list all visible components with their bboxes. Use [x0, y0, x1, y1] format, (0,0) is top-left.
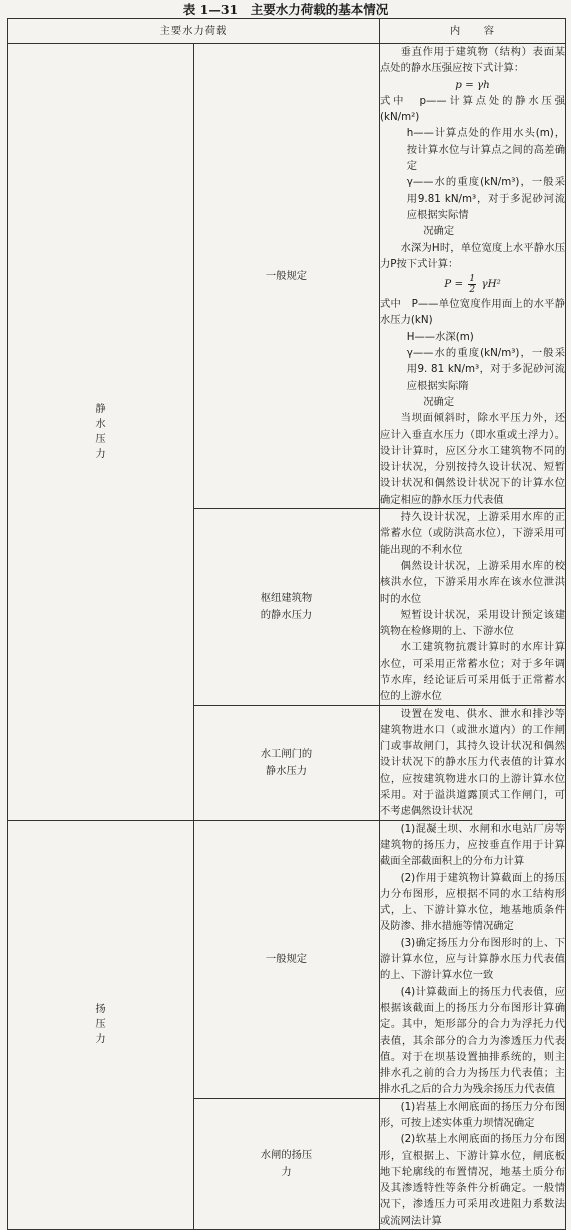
paragraph-text: (2)软基上水闸底面的扬压力分布图形，宜根据上、下游计算水位，闸底板地下轮廓线的布置情况，地基土质分布及其渗透特性等条件分析确定。一般情况下，渗透压力可采用改进阻力系数法或流网法计算: [380, 1133, 565, 1227]
content-uplift-general: [380, 820, 566, 1098]
row-uplift-general: [8, 820, 566, 1098]
definition-line: 式中 p——计算点处的静水压强(kN/m²): [380, 94, 565, 124]
table-caption: 表 1—31 主要水力荷载的基本情况: [182, 2, 389, 17]
formula-left: P =: [444, 278, 464, 291]
header-content: 内 容: [380, 19, 566, 44]
row-hydrostatic-general: [8, 44, 566, 509]
definition-line: γ——水的重度(kN/m³)，一般采用9. 81 kN/m³，对于多泥砂河流应根据实际隋: [406, 347, 565, 392]
category-hydrostatic-label: 静水压力: [95, 402, 106, 460]
formula-fraction: [468, 274, 476, 295]
paragraph-text: 当坝面倾斜时，除水平压力外，还应计入垂直水压力（即水重或土浮力）。设计计算时，应区分水工建筑物不同的设计状况，分别按持久设计状况、短暂设计状况和偶然设计状况下的计算水位确定相应的静水压力代表值: [380, 412, 565, 506]
subcategory-hydrostatic-hub: [194, 509, 380, 706]
subcategory-label: 一般规定: [265, 952, 308, 965]
definition-line: 式中 P——单位宽度作用面上的水平静水压力(kN): [380, 298, 565, 327]
paragraph-text: (3)确定扬压力分布图形时的上、下游计算水位，应与计算静水压力代表值的上、下游计算水位一致: [380, 936, 565, 982]
definition-line: H——水深(m): [406, 330, 474, 343]
paragraph-text: 水深为H时，单位宽度上水平静水压力P按下式计算：: [380, 241, 565, 270]
paragraph-text: (1)岩基上水闸底面的扬压力分布图形，可按上述实体重力坝情况确定: [380, 1100, 565, 1129]
content-uplift-sluice: [380, 1098, 566, 1229]
paragraph-text: (1)混凝土坝、水闸和水电站厂房等建筑物的扬压力，应按垂直作用于计算截面全部截面积上的分布力计算: [380, 822, 565, 868]
subcategory-uplift-general: [194, 820, 380, 1098]
paragraph-text: (4)计算截面上的扬压力代表值，应根据该截面上的扬压力分布图形计算确定。其中，矩形部分的合力为浮托力代表值，其余部分的合力为渗透压力代表值。对于在坝基设置抽排系统的，则主排水孔之前的合力为扬压力代表值；主排水孔之后的合力为残余扬压力代表值: [380, 985, 565, 1096]
subcategory-label: 水工闸门的静水压力: [260, 747, 313, 777]
formula-horizontal-pressure: [380, 272, 565, 296]
fraction-denominator: 2: [469, 284, 476, 295]
definition-line: 况确定: [423, 225, 455, 238]
fraction-numerator: 1: [469, 273, 476, 284]
definition-line: γ——水的重度(kN/m³)，一般采用9.81 kN/m³，对于多泥砂河流应根据实际情: [406, 176, 565, 221]
definition-line: h——计算点处的作用水头(m)，按计算水位与计算点之间的高差确定: [406, 127, 565, 173]
content-hydrostatic-gate: [380, 705, 566, 820]
hydraulic-load-table: [7, 18, 566, 1230]
category-hydrostatic: [8, 44, 194, 821]
definition-line: 况确定: [423, 395, 455, 408]
subcategory-label: 枢纽建筑物的静水压力: [260, 591, 313, 621]
paragraph-text: 水工建筑物抗震计算时的水库计算水位，可采用正常蓄水位；对于多年调节水库，经论证后可采用低于正常蓄水位的上游水位: [380, 641, 565, 703]
subcategory-hydrostatic-gate: [194, 705, 380, 820]
formula-right: γH²: [481, 278, 501, 291]
subcategory-hydrostatic-general: [194, 44, 380, 509]
paragraph-text: 设置在发电、供水、泄水和排沙等建筑物进水口（或泄水道内）的工作闸门或事故闸门，其持久设计状况和偶然设计状况下的静水压力代表值的计算水位，应按建筑物进水口的上游计算水位采用。对于溢洪道露顶式工作闸门，可不考虑偶然设计状况: [380, 707, 565, 818]
paragraph-text: 短暂设计状况，采用设计预定该建筑物在检修期的上、下游水位: [380, 608, 565, 638]
paragraph-text: 持久设计状况，上游采用水库的正常蓄水位（或防洪高水位），下游采用可能出现的不利水位: [380, 511, 565, 556]
category-uplift: [8, 820, 194, 1229]
paragraph-text: 偶然设计状况，上游采用水库的校核洪水位，下游采用水库在该水位泄洪时的水位: [380, 559, 565, 605]
subcategory-uplift-sluice: [194, 1098, 380, 1229]
content-hydrostatic-hub: [380, 509, 566, 706]
category-uplift-label: 扬压力: [95, 1003, 106, 1046]
content-hydrostatic-general: [380, 44, 566, 509]
subcategory-label: 一般规定: [265, 269, 308, 282]
paragraph-text: (2)作用于建筑物计算截面上的扬压力分布图形，应根据不同的水工结构形式，上、下游计算水位，地基地质条件及防渗、排水措施等情况确定: [380, 871, 565, 933]
subcategory-label: 水闸的扬压力: [260, 1148, 313, 1178]
table-header-row: [8, 19, 566, 44]
header-load-type: 主要水力荷载: [8, 19, 380, 44]
intro-text: 垂直作用于建筑物（结构）表面某点处的静水压强应按下式计算：: [380, 46, 565, 75]
formula-pressure: p = γh: [455, 78, 490, 91]
